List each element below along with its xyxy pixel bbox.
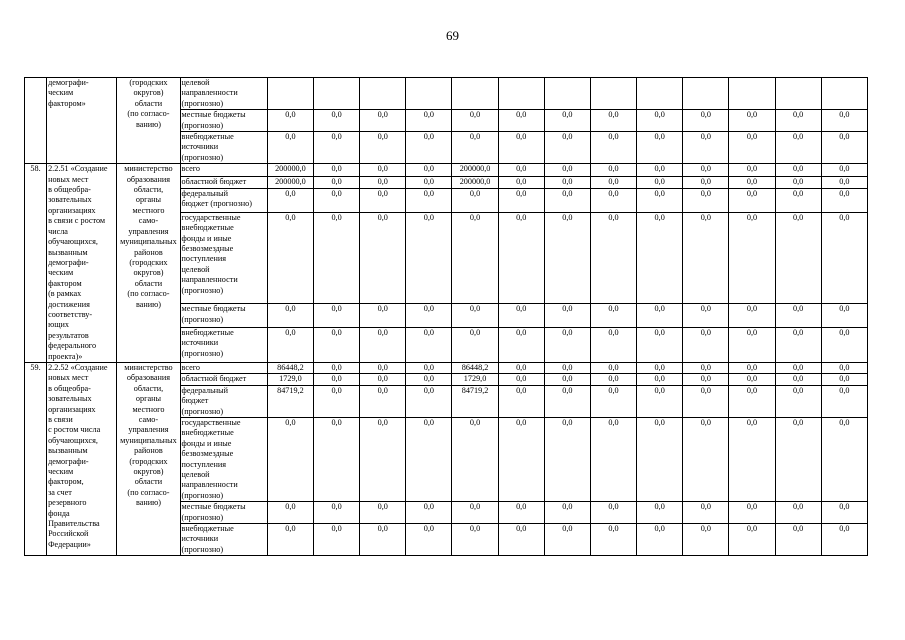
- funding-source: целевой направленности (прогнозно): [180, 78, 267, 110]
- amount-cell: 0,0: [360, 212, 406, 304]
- funding-source: местные бюджеты (прогнозно): [180, 304, 267, 328]
- amount-cell: 0,0: [452, 524, 498, 556]
- amount-cell: 0,0: [590, 418, 636, 502]
- amount-cell: 0,0: [498, 212, 544, 304]
- amount-cell: 0,0: [498, 176, 544, 188]
- amount-cell: 0,0: [360, 524, 406, 556]
- amount-cell: 0,0: [637, 212, 683, 304]
- amount-cell: 0,0: [267, 110, 313, 132]
- amount-cell: 0,0: [775, 362, 821, 373]
- amount-cell: 0,0: [360, 189, 406, 213]
- amount-cell: 0,0: [498, 132, 544, 164]
- amount-cell: 0,0: [314, 189, 360, 213]
- amount-cell: 0,0: [360, 418, 406, 502]
- amount-cell: 0,0: [267, 327, 313, 362]
- amount-cell: 0,0: [821, 327, 867, 362]
- amount-cell: 0,0: [498, 362, 544, 373]
- row-number: 59.: [25, 362, 47, 555]
- amount-cell: 0,0: [406, 212, 452, 304]
- amount-cell: 0,0: [729, 176, 775, 188]
- executor: министерство образования области, органы местного само- управления муниципальных районов (городских округов) области (по согласо- ванию): [117, 164, 180, 363]
- amount-cell: 0,0: [821, 132, 867, 164]
- funding-source: внебюджетные источники (прогнозно): [180, 132, 267, 164]
- amount-cell: 0,0: [267, 524, 313, 556]
- amount-cell: 0,0: [314, 304, 360, 328]
- amount-cell: 0,0: [590, 385, 636, 417]
- amount-cell: 0,0: [637, 327, 683, 362]
- amount-cell: 0,0: [360, 132, 406, 164]
- amount-cell: 0,0: [683, 176, 729, 188]
- amount-cell: 0,0: [729, 304, 775, 328]
- amount-cell: 0,0: [775, 132, 821, 164]
- amount-cell: 0,0: [314, 132, 360, 164]
- page-number: 69: [446, 28, 459, 43]
- amount-cell: 0,0: [590, 212, 636, 304]
- amount-cell: 0,0: [821, 189, 867, 213]
- amount-cell: 0,0: [775, 110, 821, 132]
- amount-cell: 0,0: [683, 502, 729, 524]
- amount-cell: 0,0: [775, 327, 821, 362]
- amount-cell: 0,0: [544, 502, 590, 524]
- activity-name: демографи- ческим фактором»: [47, 78, 117, 164]
- amount-cell: 0,0: [544, 362, 590, 373]
- amount-cell: 0,0: [406, 189, 452, 213]
- amount-cell: 0,0: [360, 374, 406, 385]
- amount-cell: 0,0: [590, 164, 636, 176]
- amount-cell: 0,0: [729, 362, 775, 373]
- amount-cell: [775, 78, 821, 110]
- amount-cell: 0,0: [683, 362, 729, 373]
- amount-cell: 0,0: [683, 327, 729, 362]
- amount-cell: 0,0: [683, 212, 729, 304]
- amount-cell: 0,0: [498, 385, 544, 417]
- amount-cell: 0,0: [360, 362, 406, 373]
- row-number: [25, 78, 47, 164]
- amount-cell: 0,0: [498, 502, 544, 524]
- executor: министерство образования области, органы местного само- управления муниципальных районов (городских округов) области (по согласо- ванию): [117, 362, 180, 555]
- amount-cell: [314, 78, 360, 110]
- amount-cell: 0,0: [775, 502, 821, 524]
- amount-cell: 200000,0: [267, 176, 313, 188]
- amount-cell: 0,0: [590, 132, 636, 164]
- amount-cell: 0,0: [314, 327, 360, 362]
- amount-cell: 0,0: [267, 189, 313, 213]
- amount-cell: [360, 78, 406, 110]
- amount-cell: 0,0: [267, 304, 313, 328]
- amount-cell: 0,0: [729, 524, 775, 556]
- amount-cell: 0,0: [729, 212, 775, 304]
- amount-cell: 0,0: [406, 110, 452, 132]
- amount-cell: 0,0: [637, 189, 683, 213]
- amount-cell: 0,0: [590, 502, 636, 524]
- funding-source: государственные внебюджетные фонды и иные безвозмездные поступления целевой направленности (прогнозно): [180, 212, 267, 304]
- amount-cell: 0,0: [498, 164, 544, 176]
- amount-cell: 0,0: [821, 502, 867, 524]
- funding-source: внебюджетные источники (прогнозно): [180, 327, 267, 362]
- amount-cell: 0,0: [406, 385, 452, 417]
- amount-cell: 0,0: [452, 502, 498, 524]
- amount-cell: 0,0: [406, 327, 452, 362]
- amount-cell: 0,0: [267, 132, 313, 164]
- amount-cell: 0,0: [683, 418, 729, 502]
- amount-cell: 0,0: [406, 304, 452, 328]
- amount-cell: 0,0: [729, 132, 775, 164]
- funding-source: местные бюджеты (прогнозно): [180, 110, 267, 132]
- amount-cell: 0,0: [729, 110, 775, 132]
- amount-cell: 0,0: [637, 176, 683, 188]
- amount-cell: 0,0: [544, 132, 590, 164]
- funding-source: федеральный бюджет (прогнозно): [180, 189, 267, 213]
- amount-cell: 0,0: [406, 176, 452, 188]
- amount-cell: 0,0: [683, 110, 729, 132]
- amount-cell: 0,0: [729, 374, 775, 385]
- amount-cell: 0,0: [314, 374, 360, 385]
- amount-cell: 200000,0: [267, 164, 313, 176]
- amount-cell: 0,0: [406, 524, 452, 556]
- table-body: [25, 78, 868, 556]
- amount-cell: 0,0: [406, 374, 452, 385]
- amount-cell: 0,0: [637, 418, 683, 502]
- amount-cell: 0,0: [821, 524, 867, 556]
- amount-cell: 0,0: [683, 189, 729, 213]
- funding-source: государственные внебюджетные фонды и иные безвозмездные поступления целевой направленности (прогнозно): [180, 418, 267, 502]
- amount-cell: 0,0: [821, 212, 867, 304]
- amount-cell: 0,0: [590, 374, 636, 385]
- amount-cell: 0,0: [314, 524, 360, 556]
- amount-cell: 0,0: [729, 327, 775, 362]
- amount-cell: 0,0: [544, 212, 590, 304]
- amount-cell: 0,0: [729, 502, 775, 524]
- amount-cell: 0,0: [729, 418, 775, 502]
- amount-cell: 0,0: [314, 110, 360, 132]
- amount-cell: [452, 78, 498, 110]
- amount-cell: 0,0: [683, 304, 729, 328]
- amount-cell: 0,0: [544, 524, 590, 556]
- amount-cell: 0,0: [821, 362, 867, 373]
- amount-cell: 0,0: [406, 362, 452, 373]
- amount-cell: 0,0: [683, 524, 729, 556]
- amount-cell: 0,0: [683, 374, 729, 385]
- amount-cell: 0,0: [590, 110, 636, 132]
- amount-cell: 0,0: [360, 110, 406, 132]
- amount-cell: 0,0: [775, 524, 821, 556]
- amount-cell: 0,0: [590, 176, 636, 188]
- amount-cell: 0,0: [498, 418, 544, 502]
- amount-cell: 1729,0: [267, 374, 313, 385]
- amount-cell: 0,0: [452, 212, 498, 304]
- amount-cell: 0,0: [498, 189, 544, 213]
- amount-cell: 0,0: [544, 164, 590, 176]
- amount-cell: 0,0: [406, 164, 452, 176]
- amount-cell: 0,0: [452, 418, 498, 502]
- amount-cell: 0,0: [360, 385, 406, 417]
- amount-cell: 0,0: [821, 176, 867, 188]
- amount-cell: 0,0: [267, 502, 313, 524]
- amount-cell: 0,0: [452, 132, 498, 164]
- amount-cell: 0,0: [637, 524, 683, 556]
- amount-cell: 0,0: [544, 176, 590, 188]
- amount-cell: 0,0: [683, 132, 729, 164]
- activity-name: 2.2.52 «Создание новых мест в общеобра- зовательных организациях в связи с ростом числа обучающихся, вызванным демографи- ческим фактором, за счет резервного фонда Правительства Российской Федерации»: [47, 362, 117, 555]
- table-row: [25, 164, 868, 176]
- table-row: [25, 78, 868, 110]
- amount-cell: 0,0: [590, 362, 636, 373]
- amount-cell: 0,0: [775, 385, 821, 417]
- amount-cell: 0,0: [498, 327, 544, 362]
- amount-cell: 0,0: [590, 327, 636, 362]
- amount-cell: [683, 78, 729, 110]
- amount-cell: 0,0: [729, 189, 775, 213]
- amount-cell: [544, 78, 590, 110]
- amount-cell: 0,0: [360, 502, 406, 524]
- executor: (городских округов) области (по согласо- ванию): [117, 78, 180, 164]
- amount-cell: 0,0: [452, 110, 498, 132]
- amount-cell: 0,0: [406, 132, 452, 164]
- amount-cell: 0,0: [360, 164, 406, 176]
- funding-source: местные бюджеты (прогнозно): [180, 502, 267, 524]
- amount-cell: 0,0: [314, 164, 360, 176]
- funding-source: всего: [180, 362, 267, 373]
- amount-cell: 0,0: [498, 524, 544, 556]
- amount-cell: 0,0: [452, 304, 498, 328]
- amount-cell: 0,0: [267, 418, 313, 502]
- amount-cell: 0,0: [637, 385, 683, 417]
- amount-cell: 0,0: [360, 304, 406, 328]
- amount-cell: 0,0: [821, 110, 867, 132]
- amount-cell: 0,0: [775, 176, 821, 188]
- amount-cell: 86448,2: [267, 362, 313, 373]
- budget-table: [24, 77, 868, 556]
- amount-cell: 0,0: [544, 327, 590, 362]
- funding-source: областной бюджет: [180, 176, 267, 188]
- amount-cell: 0,0: [775, 164, 821, 176]
- amount-cell: 0,0: [821, 418, 867, 502]
- amount-cell: 0,0: [775, 304, 821, 328]
- amount-cell: [498, 78, 544, 110]
- amount-cell: 0,0: [590, 524, 636, 556]
- amount-cell: 0,0: [729, 164, 775, 176]
- table-row: [25, 362, 868, 373]
- funding-source: всего: [180, 164, 267, 176]
- amount-cell: 0,0: [544, 385, 590, 417]
- activity-name: 2.2.51 «Создание новых мест в общеобра- зовательных организациях в связи с ростом числа обучающихся, вызванным демографи- ческим фактором (в рамках достижения соответству- ющих результатов федерального проекта)»: [47, 164, 117, 363]
- amount-cell: 0,0: [498, 110, 544, 132]
- amount-cell: 0,0: [821, 374, 867, 385]
- amount-cell: 0,0: [314, 362, 360, 373]
- amount-cell: 0,0: [590, 304, 636, 328]
- amount-cell: 0,0: [775, 189, 821, 213]
- funding-source: внебюджетные источники (прогнозно): [180, 524, 267, 556]
- amount-cell: 0,0: [775, 212, 821, 304]
- amount-cell: 86448,2: [452, 362, 498, 373]
- amount-cell: 0,0: [360, 327, 406, 362]
- amount-cell: 0,0: [360, 176, 406, 188]
- amount-cell: 0,0: [637, 164, 683, 176]
- amount-cell: 0,0: [314, 385, 360, 417]
- amount-cell: 84719,2: [267, 385, 313, 417]
- amount-cell: 200000,0: [452, 176, 498, 188]
- amount-cell: 0,0: [267, 212, 313, 304]
- amount-cell: 0,0: [406, 502, 452, 524]
- amount-cell: [267, 78, 313, 110]
- amount-cell: 0,0: [637, 374, 683, 385]
- amount-cell: [821, 78, 867, 110]
- amount-cell: [729, 78, 775, 110]
- amount-cell: 0,0: [775, 374, 821, 385]
- amount-cell: 0,0: [775, 418, 821, 502]
- amount-cell: 0,0: [821, 304, 867, 328]
- amount-cell: 1729,0: [452, 374, 498, 385]
- amount-cell: 84719,2: [452, 385, 498, 417]
- amount-cell: 0,0: [821, 385, 867, 417]
- amount-cell: 0,0: [683, 164, 729, 176]
- amount-cell: 0,0: [637, 362, 683, 373]
- amount-cell: 0,0: [637, 132, 683, 164]
- amount-cell: 0,0: [637, 304, 683, 328]
- funding-source: федеральный бюджет (прогнозно): [180, 385, 267, 417]
- amount-cell: 0,0: [544, 304, 590, 328]
- amount-cell: 0,0: [544, 418, 590, 502]
- amount-cell: 0,0: [314, 212, 360, 304]
- amount-cell: 0,0: [544, 374, 590, 385]
- amount-cell: 0,0: [544, 189, 590, 213]
- amount-cell: 0,0: [544, 110, 590, 132]
- amount-cell: 0,0: [406, 418, 452, 502]
- amount-cell: 0,0: [314, 176, 360, 188]
- amount-cell: 0,0: [314, 502, 360, 524]
- amount-cell: 0,0: [498, 374, 544, 385]
- amount-cell: 0,0: [637, 110, 683, 132]
- amount-cell: 200000,0: [452, 164, 498, 176]
- row-number: 58.: [25, 164, 47, 363]
- amount-cell: 0,0: [637, 502, 683, 524]
- amount-cell: [637, 78, 683, 110]
- amount-cell: 0,0: [452, 327, 498, 362]
- amount-cell: [406, 78, 452, 110]
- amount-cell: [590, 78, 636, 110]
- funding-source: областной бюджет: [180, 374, 267, 385]
- amount-cell: 0,0: [498, 304, 544, 328]
- amount-cell: 0,0: [590, 189, 636, 213]
- amount-cell: 0,0: [683, 385, 729, 417]
- amount-cell: 0,0: [729, 385, 775, 417]
- amount-cell: 0,0: [452, 189, 498, 213]
- amount-cell: 0,0: [821, 164, 867, 176]
- amount-cell: 0,0: [314, 418, 360, 502]
